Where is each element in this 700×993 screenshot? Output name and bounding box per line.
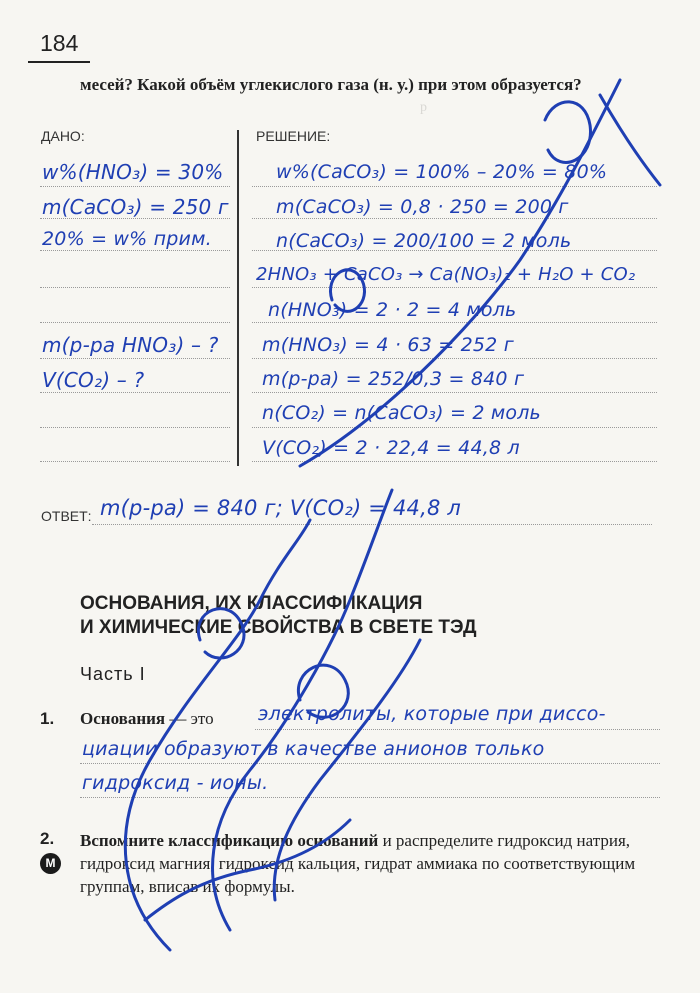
given-line: 20% = w% прим. xyxy=(42,228,212,250)
pen-strike-stroke xyxy=(300,80,620,466)
given-line: m(p-pa HNO₃) – ? xyxy=(42,333,219,357)
solution-line: m(HNO₃) = 4 · 63 = 252 г xyxy=(262,334,514,356)
pen-strike-stroke xyxy=(600,95,660,185)
solution-line: n(CO₂) = n(CaCO₃) = 2 моль xyxy=(262,402,541,424)
task-text: месей? Какой объём углекислого газа (н. у.) при этом образуется? xyxy=(80,75,582,94)
question-dash: — это xyxy=(165,709,214,728)
handwritten-answer-line: гидроксид - ионы. xyxy=(82,772,269,794)
solution-line: m(p-pa) = 252/0,3 = 840 г xyxy=(262,368,525,390)
page-number: 184 xyxy=(40,30,79,56)
question-term: классификацию оснований xyxy=(168,831,379,850)
pen-swirl-stroke xyxy=(125,520,310,950)
part-label: Часть I xyxy=(80,664,146,684)
handwritten-answer-line: циации образуют в качестве анионов только xyxy=(82,738,545,760)
solution-label: РЕШЕНИЕ: xyxy=(256,128,331,144)
pen-loop-stroke xyxy=(198,609,244,658)
handwritten-answer-line: электролиты, которые при диссо- xyxy=(258,703,606,725)
answer-text: m(p-pa) = 840 г; V(CO₂) = 44,8 л xyxy=(100,496,462,520)
pen-swirl-stroke xyxy=(145,820,350,920)
given-line: w%(HNO₃) = 30% xyxy=(42,160,224,184)
solution-line: n(HNO₃) = 2 · 2 = 4 моль xyxy=(268,299,517,321)
question-number: 2. xyxy=(40,829,55,848)
given-line: m(CaCO₃) = 250 г xyxy=(42,195,229,219)
answer-label: ОТВЕТ: xyxy=(41,508,92,524)
pen-swirl-stroke xyxy=(213,490,392,930)
solution-line: V(CO₂) = 2 · 22,4 = 44,8 л xyxy=(262,437,520,459)
pen-loop-stroke xyxy=(298,665,348,717)
pen-loop-stroke xyxy=(330,270,364,312)
given-label: ДАНО: xyxy=(41,128,85,144)
given-line: V(CO₂) – ? xyxy=(42,368,145,392)
solution-line: m(CaCO₃) = 0,8 · 250 = 200 г xyxy=(276,196,569,218)
pen-swirl-stroke xyxy=(274,640,420,900)
solution-line: 2HNO₃ + CaCO₃ → Ca(NO₃)₂ + H₂O + CO₂ xyxy=(256,264,636,285)
show-through-text: р xyxy=(420,100,427,115)
pen-loop-stroke xyxy=(545,102,590,163)
question-lead: Вспомните xyxy=(80,831,169,850)
methodology-badge-icon: М xyxy=(40,853,61,874)
section-title-line: ОСНОВАНИЯ, ИХ КЛАССИФИКАЦИЯ xyxy=(80,593,423,614)
section-title-line: И ХИМИЧЕСКИЕ СВОЙСТВА В СВЕТЕ ТЭД xyxy=(80,617,477,638)
question-number: 1. xyxy=(40,709,55,728)
solution-line: n(CaCO₃) = 200/100 = 2 моль xyxy=(276,230,572,252)
solution-line: w%(CaCO₃) = 100% – 20% = 80% xyxy=(276,161,608,183)
question-body: и распределите гидроксид натрия, гидроксид магния, гидроксид кальция, гидрат аммиака по соответствующим группам, вписав их формулы. xyxy=(80,831,636,896)
question-term: Основания xyxy=(80,709,166,728)
